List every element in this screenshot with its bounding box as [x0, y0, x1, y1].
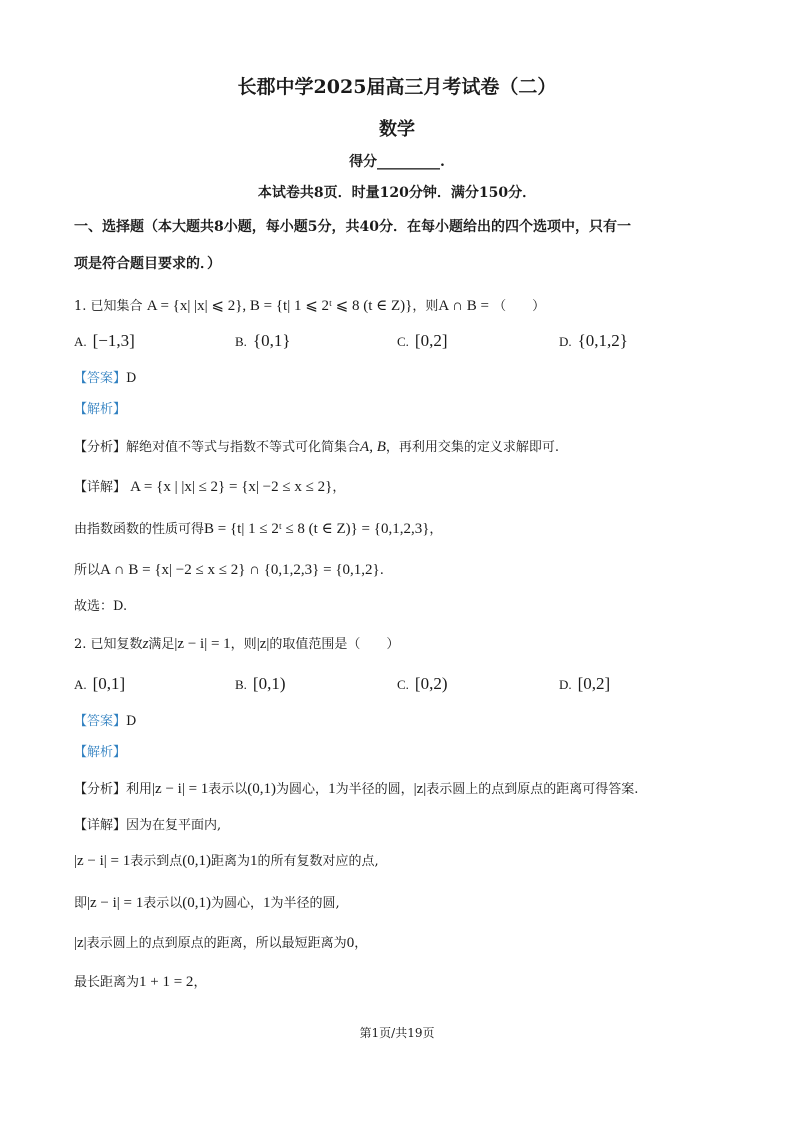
detail-math: |z − i| = 1 — [74, 853, 131, 869]
q2-option-c[interactable] — [397, 674, 448, 696]
q1-choose: 故选：D. — [74, 599, 128, 614]
stem-text: 满足 — [148, 637, 175, 652]
detail-math: |z| — [74, 935, 87, 951]
answer-tag: 【答案】 — [74, 714, 127, 729]
q2-detail-4 — [74, 973, 206, 992]
option-letter: A. — [74, 334, 87, 349]
q2-detail-3 — [74, 934, 367, 953]
option-value: [0,2) — [414, 674, 448, 693]
q1-detail-1 — [74, 478, 345, 497]
q1-option-b[interactable] — [235, 331, 291, 353]
fenxi-text: ，再利用交集的定义求解即可. — [385, 440, 559, 455]
question-1-stem — [74, 297, 545, 316]
stem-text: ，则 — [412, 299, 439, 314]
detail-text: ， — [332, 480, 346, 495]
detail-text: ， — [193, 975, 207, 990]
q1-fenxi — [74, 438, 559, 457]
option-letter: C. — [397, 677, 409, 692]
stem-text: 已知集合 — [90, 299, 143, 314]
stem-math: A = {x| |x| ⩽ 2}, B = {t| 1 ⩽ 2ᵗ ⩽ 8 (t ∈ Z)} — [146, 298, 413, 314]
detail-tag: 【详解】 — [74, 480, 127, 495]
fenxi-text: 为半径的圆， — [335, 782, 414, 797]
detail-text: 的所有复数对应的点, — [257, 854, 379, 869]
fenxi-text: 解绝对值不等式与指数不等式可化简集合 — [126, 440, 361, 455]
q1-option-d[interactable] — [559, 331, 628, 353]
stem-text: 已知复数 — [90, 637, 143, 652]
q2-option-b[interactable] — [235, 674, 286, 696]
question-number: 1. — [74, 299, 87, 314]
detail-text: 表示以 — [143, 896, 183, 911]
option-value: {0,1,2} — [577, 331, 628, 350]
option-value: [0,2] — [414, 331, 448, 350]
option-letter: B. — [235, 334, 247, 349]
detail-tag: 【详解】 — [74, 818, 127, 833]
fenxi-text: 表示以 — [208, 782, 248, 797]
detail-math: A = {x | |x| ≤ 2} = {x| −2 ≤ x ≤ 2} — [130, 479, 333, 495]
detail-text: 即 — [74, 896, 88, 911]
detail-text: ， — [354, 936, 368, 951]
exam-title: 长郡中学2025届高三月考试卷（二） — [237, 76, 557, 98]
option-value: {0,1} — [252, 331, 291, 350]
detail-text: . — [379, 563, 384, 578]
section-heading-line1: 一、选择题（本大题共8小题，每小题5分，共40分．在每小题给出的四个选项中，只有一 — [74, 219, 631, 235]
q1-analysis-tag: 【解析】 — [74, 402, 127, 417]
fenxi-tag: 【分析】 — [74, 440, 127, 455]
answer-value: D — [126, 371, 137, 386]
option-letter: B. — [235, 677, 247, 692]
q2-option-a[interactable] — [74, 674, 125, 696]
fenxi-math: |z − i| = 1 — [152, 781, 209, 797]
stem-text: ，则 — [230, 637, 257, 652]
section-heading-line2: 项是符合题目要求的．） — [74, 256, 221, 272]
question-number: 2. — [74, 637, 87, 652]
q1-detail-2 — [74, 520, 442, 539]
q2-detail-intro — [74, 817, 221, 835]
fenxi-text: 为圆心， — [276, 782, 329, 797]
subject-title: 数学 — [379, 119, 415, 140]
fenxi-math: 1 — [328, 781, 336, 797]
option-value: [0,1) — [252, 674, 286, 693]
detail-math: (0,1) — [182, 895, 212, 911]
detail-text: 最长距离为 — [74, 975, 140, 990]
stem-math: A ∩ B = — [438, 298, 489, 314]
detail-math: (0,1) — [182, 853, 212, 869]
option-letter: D. — [559, 334, 572, 349]
detail-text: 由指数函数的性质可得 — [74, 522, 205, 537]
option-value: [0,2] — [577, 674, 611, 693]
detail-text: ， — [429, 522, 443, 537]
option-value: [0,1] — [92, 674, 126, 693]
fenxi-tag: 【分析】 — [74, 782, 127, 797]
fenxi-math: |z| — [413, 781, 427, 797]
option-value: [−1,3] — [92, 331, 135, 350]
answer-tag: 【答案】 — [74, 371, 127, 386]
fenxi-text: 表示圆上的点到原点的距离可得答案. — [426, 782, 639, 797]
detail-text: 因为在复平面内, — [126, 818, 222, 833]
q2-option-d[interactable] — [559, 674, 610, 696]
detail-text: 为圆心， — [211, 896, 264, 911]
stem-text: 的取值范围是（ ） — [269, 637, 400, 652]
stem-math: |z − i| = 1 — [174, 636, 231, 652]
detail-math: 1 + 1 = 2 — [139, 974, 194, 990]
option-letter: A. — [74, 677, 87, 692]
detail-math: 0 — [346, 935, 355, 951]
q1-option-a[interactable] — [74, 331, 135, 353]
detail-math: 1 — [263, 895, 271, 911]
page-footer: 第1页/共19页 — [359, 1026, 435, 1040]
detail-math: A ∩ B = {x| −2 ≤ x ≤ 2} ∩ {0,1,2,3} = {0,1,2} — [100, 562, 380, 578]
detail-text: 所以 — [74, 563, 101, 578]
q2-detail-2 — [74, 894, 340, 913]
option-letter: C. — [397, 334, 409, 349]
detail-math: B = {t| 1 ≤ 2ᵗ ≤ 8 (t ∈ Z)} = {0,1,2,3} — [204, 521, 430, 537]
question-2-stem — [74, 635, 399, 654]
detail-math: 1 — [250, 853, 258, 869]
fenxi-math: A, B — [360, 439, 386, 455]
detail-text: 表示圆上的点到原点的距离，所以最短距离为 — [86, 936, 347, 951]
q2-analysis-tag: 【解析】 — [74, 745, 127, 760]
stem-math: z — [142, 636, 149, 652]
q1-answer — [74, 370, 136, 388]
q2-answer — [74, 713, 136, 731]
exam-info: 本试卷共8页．时量120分钟．满分150分． — [257, 185, 537, 201]
answer-value: D — [126, 714, 137, 729]
detail-text: 距离为 — [211, 854, 251, 869]
q1-detail-3 — [74, 561, 384, 580]
detail-math: |z − i| = 1 — [87, 895, 144, 911]
detail-text: 表示到点 — [130, 854, 183, 869]
q2-fenxi — [74, 780, 638, 799]
option-letter: D. — [559, 677, 572, 692]
q1-option-c[interactable] — [397, 331, 448, 353]
fenxi-text: 利用 — [126, 782, 153, 797]
answer-paren: （ ） — [493, 298, 546, 313]
q2-detail-1 — [74, 852, 379, 871]
score-line: 得分_________. — [349, 154, 445, 170]
stem-math: |z| — [256, 636, 270, 652]
fenxi-math: (0,1) — [247, 781, 277, 797]
detail-text: 为半径的圆, — [270, 896, 340, 911]
